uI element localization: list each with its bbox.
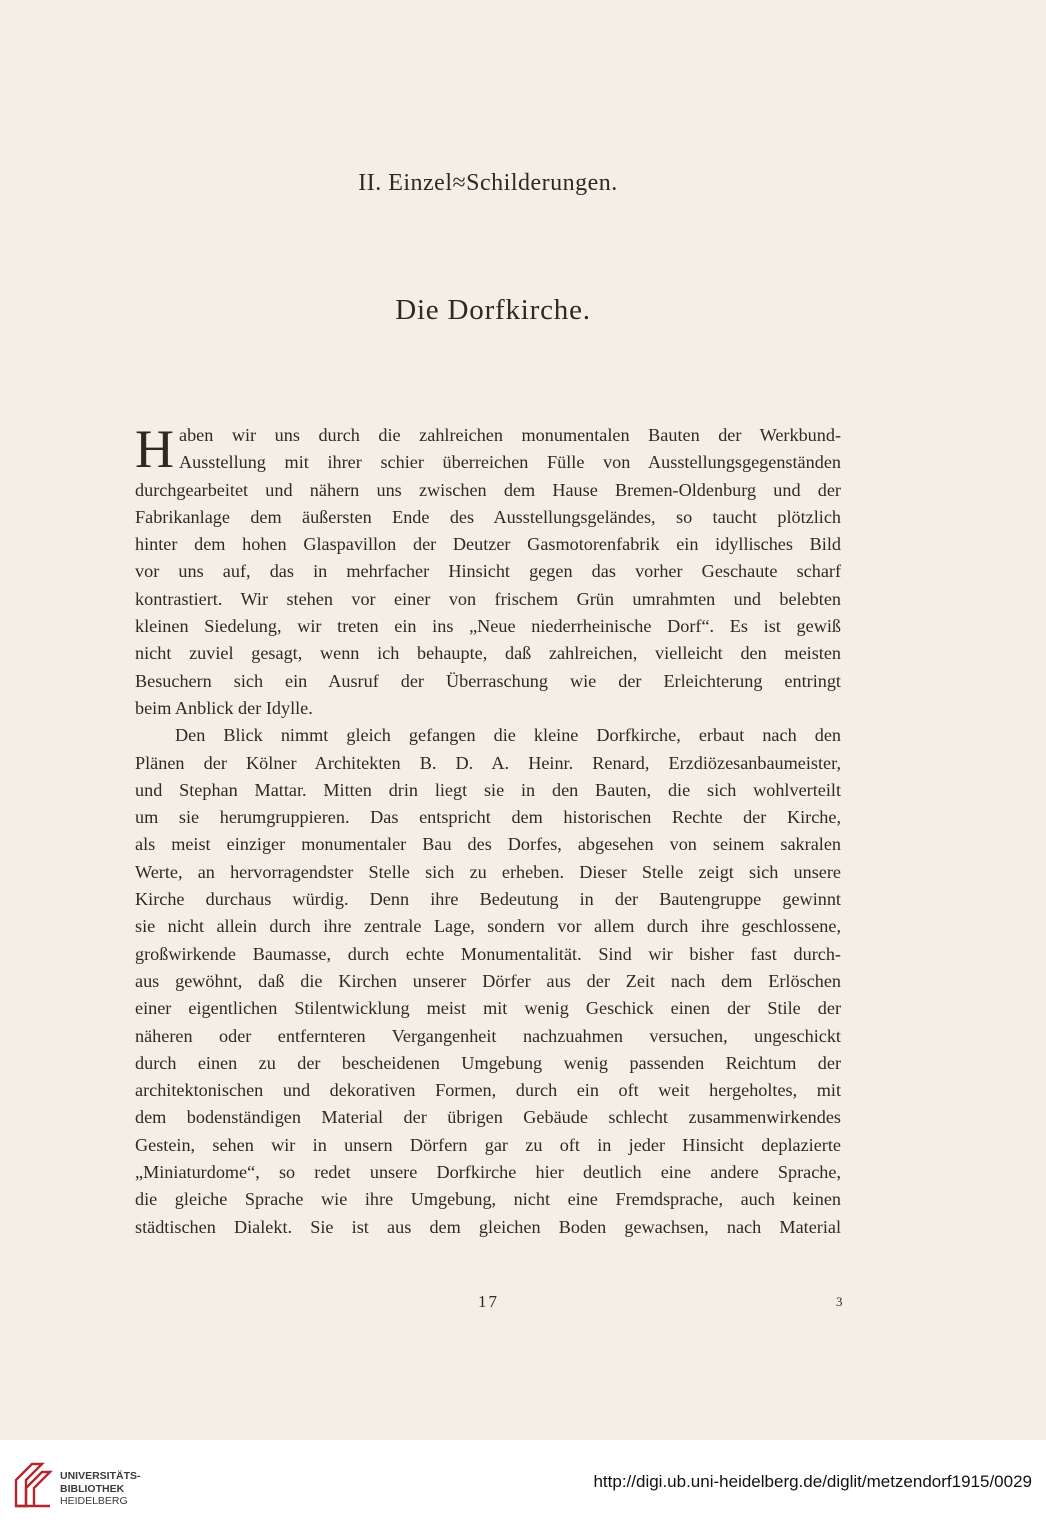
text-line: einer eigentlichen Stilentwicklung meist mit wenig Geschick einen der Stile der xyxy=(135,998,841,1019)
permalink-url[interactable]: http://digi.ub.uni-heidelberg.de/diglit/metzendorf1915/0029 xyxy=(593,1472,1032,1491)
library-name-line: UNIVERSITÄTS- xyxy=(60,1470,141,1482)
signature-mark: 3 xyxy=(836,1294,843,1309)
text-line: durch einen zu der bescheidenen Umgebung wenig passenden Reichtum der xyxy=(135,1052,841,1073)
text-line: hinter dem hohen Glaspavillon der Deutzer Gasmotorenfabrik ein idyllisches Bild xyxy=(135,534,841,555)
text-line: kontrastiert. Wir stehen vor einer von frischem Grün umrahmten und belebten xyxy=(135,588,841,609)
text-line: vor uns auf, das in mehrfacher Hinsicht gegen das vorher Geschaute scharf xyxy=(135,561,841,582)
body-text xyxy=(135,419,841,1241)
text-line: durchgearbeitet und nähern uns zwischen dem Hause Bremen-Oldenburg und der xyxy=(135,479,841,500)
text-line: um sie herumgruppieren. Das entspricht dem historischen Rechte der Kirche, xyxy=(135,807,841,828)
text-line: Besuchern sich ein Ausruf der Überraschung wie der Erleichterung entringt xyxy=(135,670,841,691)
text-line: dem bodenständigen Material der übrigen Gebäude schlecht zusammenwirkendes xyxy=(135,1107,841,1128)
drop-cap: H xyxy=(135,419,174,479)
text-line: aus gewöhnt, daß die Kirchen unserer Dörfer aus der Zeit nach dem Erlöschen xyxy=(135,970,841,991)
text-line: kleinen Siedelung, wir treten ein ins „Neue niederrheinische Dorf“. Es ist gewiß xyxy=(135,616,841,637)
section-heading: II. Einzel≈Schilderungen. xyxy=(358,170,618,196)
text-line: sie nicht allein durch ihre zentrale Lage, sondern vor allem durch ihre geschlossene, xyxy=(135,916,841,937)
library-name-line: BIBLIOTHEK xyxy=(60,1482,125,1495)
text-line: beim Anblick der Idylle. xyxy=(135,697,313,718)
text-line: Werte, an hervorragendster Stelle sich zu erheben. Dieser Stelle zeigt sich unsere xyxy=(135,861,841,882)
text-line: Den Blick nimmt gleich gefangen die kleine Dorfkirche, erbaut nach den xyxy=(175,725,841,746)
library-name xyxy=(60,1470,141,1508)
text-line: Gestein, sehen wir in unsern Dörfern gar zu oft in jeder Hinsicht deplazierte xyxy=(135,1134,841,1155)
text-line: nicht zuviel gesagt, wenn ich behaupte, daß zahlreichen, vielleicht den meisten xyxy=(135,643,841,664)
text-line: städtischen Dialekt. Sie ist aus dem gleichen Boden gewachsen, nach Material xyxy=(135,1216,841,1237)
library-logo-icon xyxy=(12,1458,54,1510)
text-line: als meist einziger monumentaler Bau des Dorfes, abgesehen von seinem sakralen xyxy=(135,834,841,855)
text-line: architektonischen und dekorativen Formen, durch ein oft weit hergeholtes, mit xyxy=(135,1080,841,1101)
text-line: näheren oder entfernteren Vergangenheit nachzuahmen versuchen, ungeschickt xyxy=(135,1025,841,1046)
text-line: Fabrikanlage dem äußersten Ende des Ausstellungsgeländes, so taucht plötzlich xyxy=(135,506,841,527)
text-line: „Miniaturdome“, so redet unsere Dorfkirche hier deutlich eine andere Sprache, xyxy=(135,1162,841,1183)
text-line: aben wir uns durch die zahlreichen monumentalen Bauten der Werkbund- xyxy=(179,425,841,445)
text-line: und Stephan Mattar. Mitten drin liegt sie in den Bauten, die sich wohlverteilt xyxy=(135,779,841,800)
page-number: 17 xyxy=(478,1292,499,1311)
library-name-line: HEIDELBERG xyxy=(60,1495,128,1507)
text-line: Plänen der Kölner Architekten B. D. A. Heinr. Renard, Erzdiözesanbaumeister, xyxy=(135,752,841,773)
text-line: Kirche durchaus würdig. Denn ihre Bedeutung in der Bautengruppe gewinnt xyxy=(135,889,841,910)
text-line: Ausstellung mit ihrer schier überreichen Fülle von Ausstellungsgegenständen xyxy=(179,452,841,473)
footer-bar xyxy=(0,1440,1046,1527)
text-line: die gleiche Sprache wie ihre Umgebung, nicht eine Fremdsprache, auch keinen xyxy=(135,1189,841,1210)
text-line: großwirkende Baumasse, durch echte Monumentalität. Sind wir bisher fast durch- xyxy=(135,943,841,964)
article-title: Die Dorfkirche. xyxy=(395,294,591,326)
